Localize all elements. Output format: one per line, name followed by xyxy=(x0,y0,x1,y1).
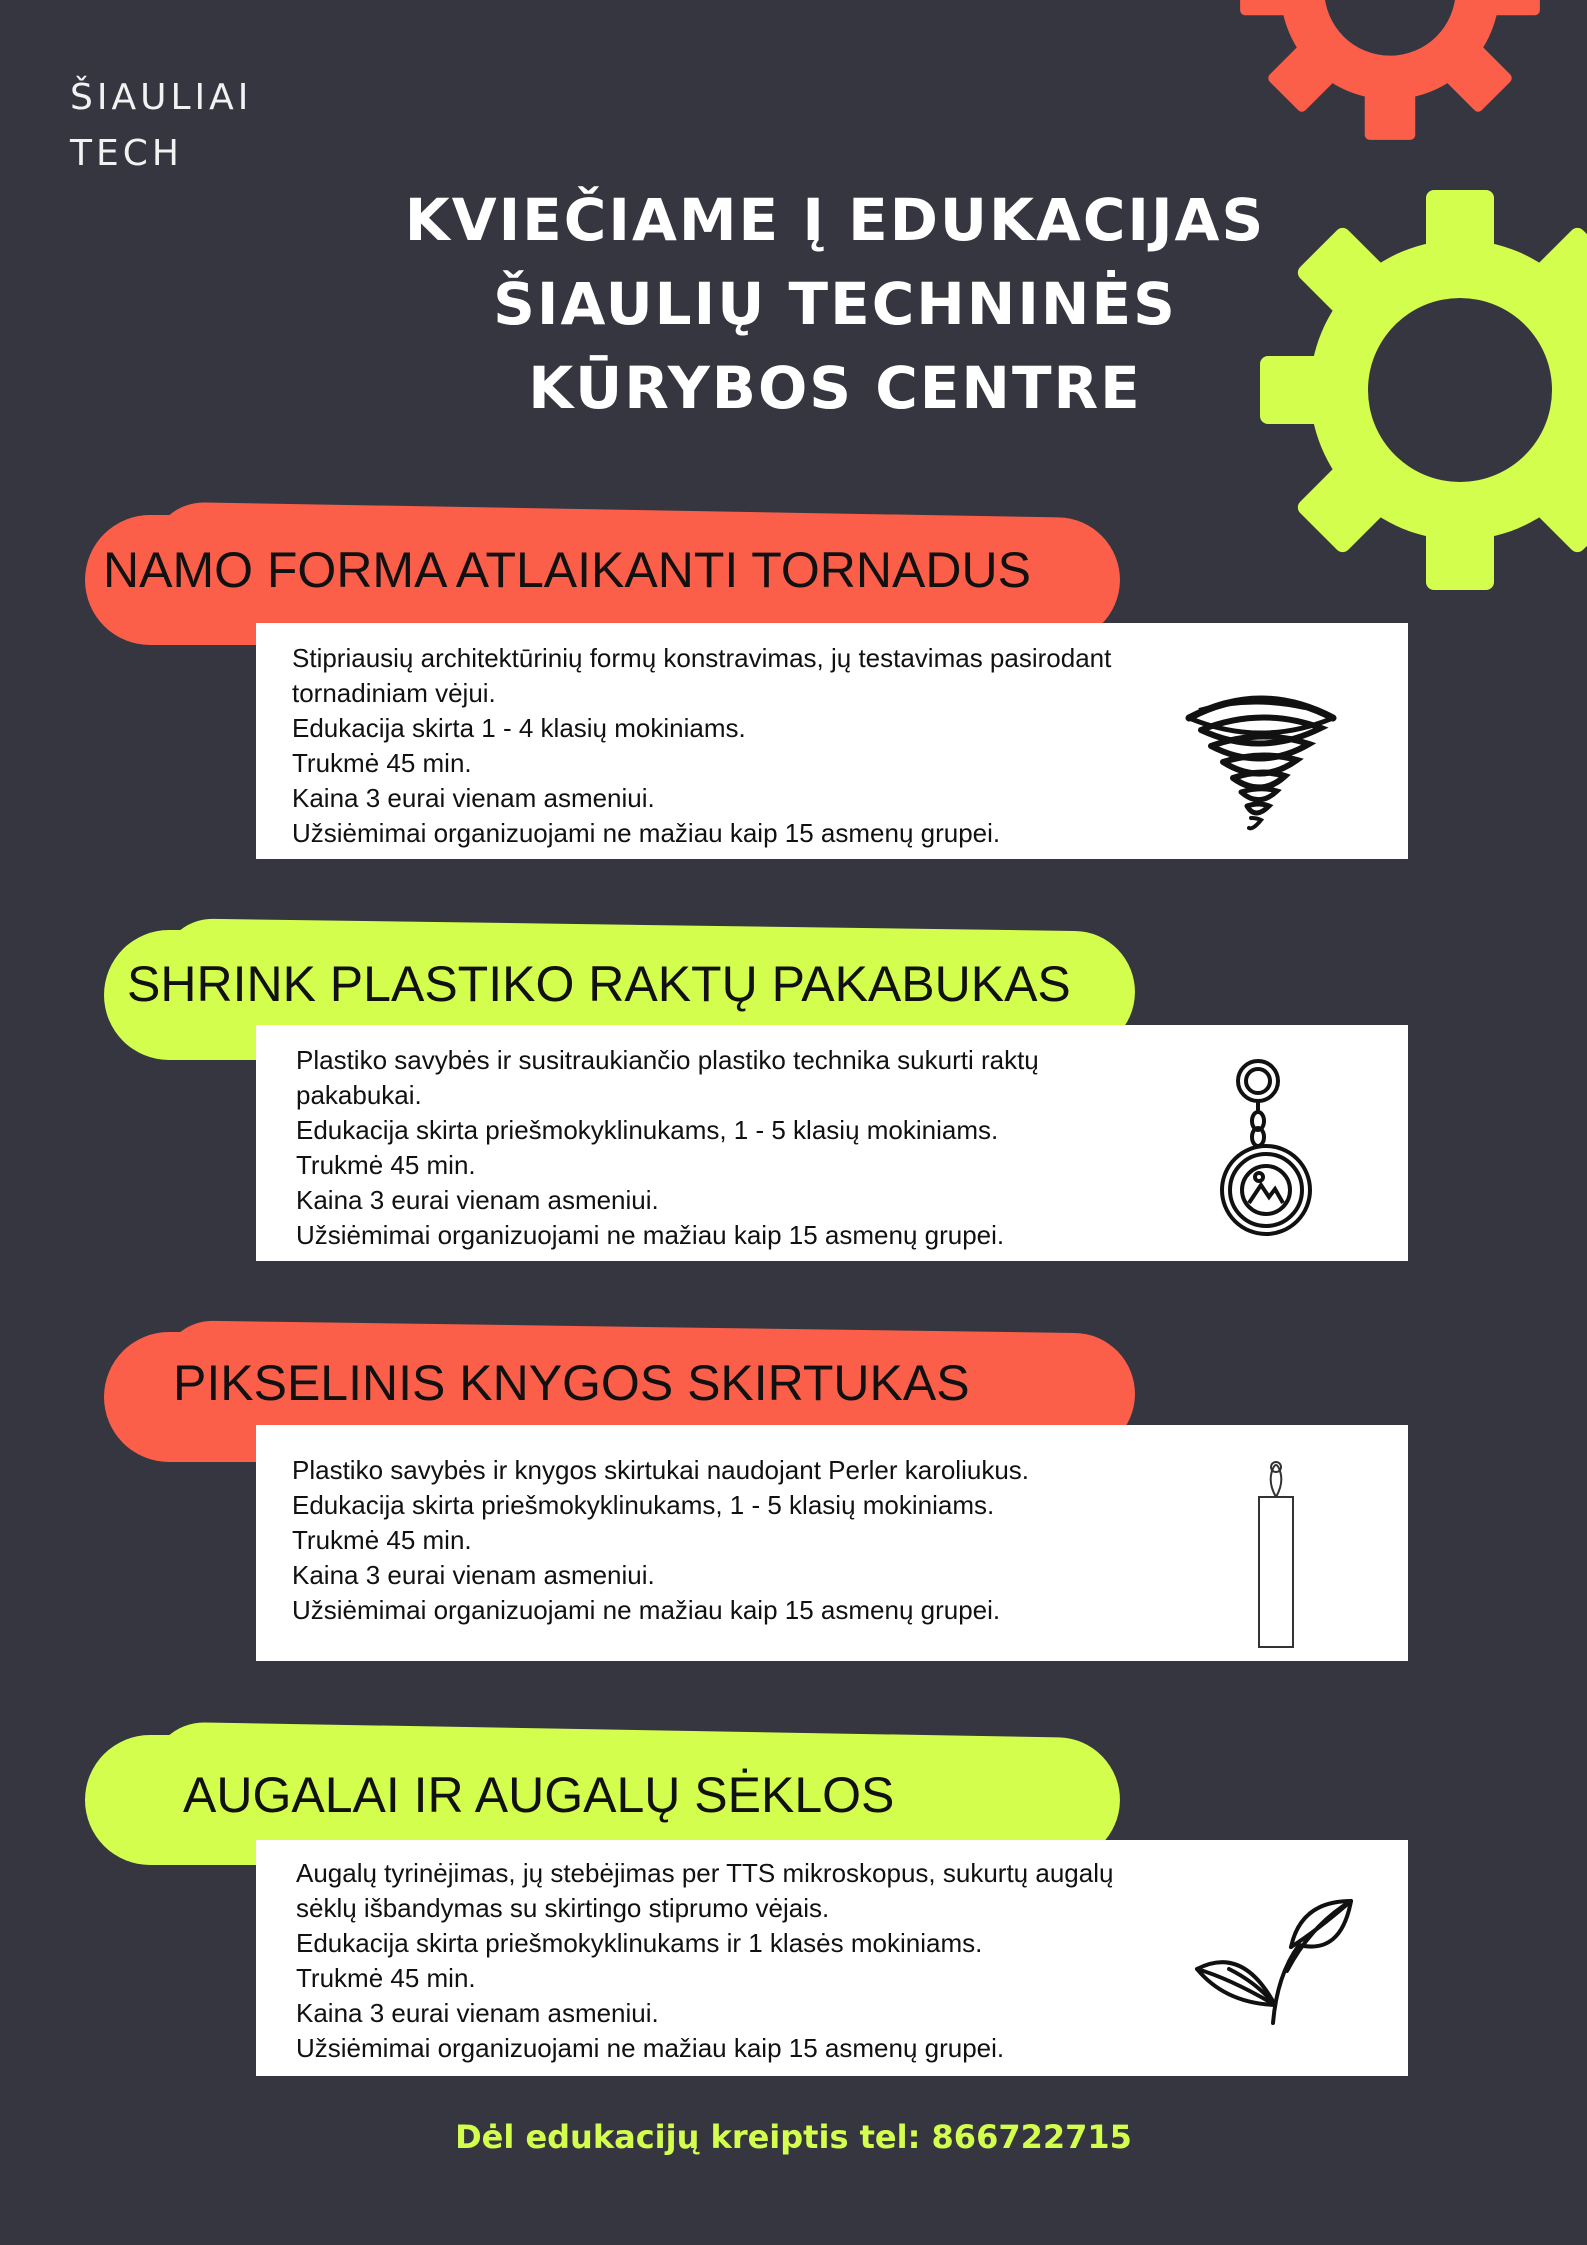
description-line: Plastiko savybės ir knygos skirtukai naudojant Perler karoliukus. xyxy=(292,1455,1030,1485)
contact-line: Dėl edukacijų kreiptis tel: 866722715 xyxy=(455,2118,1132,2156)
section-1-description xyxy=(292,641,1111,851)
title-line-3: KŪRYBOS CENTRE xyxy=(528,354,1142,422)
description-line: Užsiėmimai organizuojami ne mažiau kaip 15 asmenų grupei. xyxy=(296,2033,1005,2063)
tornado-icon xyxy=(1181,688,1341,833)
section-4-heading: AUGALAI IR AUGALŲ SĖKLOS xyxy=(183,1767,895,1823)
description-line: Kaina 3 eurai vienam asmeniui. xyxy=(296,1185,659,1215)
description-line: Trukmė 45 min. xyxy=(296,1963,476,1993)
section-4-description xyxy=(296,1856,1113,2066)
description-line: Augalų tyrinėjimas, jų stebėjimas per TTS mikroskopus, sukurtų augalų xyxy=(296,1858,1114,1888)
bookmark-icon xyxy=(1246,1453,1306,1653)
description-line: Kaina 3 eurai vienam asmeniui. xyxy=(292,783,655,813)
section-2-card xyxy=(256,1025,1408,1261)
description-line: Kaina 3 eurai vienam asmeniui. xyxy=(292,1560,655,1590)
title-line-2: ŠIAULIŲ TECHNINĖS xyxy=(493,270,1177,338)
section-3-heading: PIKSELINIS KNYGOS SKIRTUKAS xyxy=(173,1355,970,1411)
description-line: Edukacija skirta priešmokyklinukams, 1 - 5 klasių mokiniams. xyxy=(296,1115,999,1145)
page-title xyxy=(360,178,1310,430)
section-3-description xyxy=(292,1453,1029,1628)
section-4-card xyxy=(256,1840,1408,2076)
description-line: Užsiėmimai organizuojami ne mažiau kaip 15 asmenų grupei. xyxy=(292,818,1001,848)
brand-line-2: TECH xyxy=(70,133,183,174)
description-line: Trukmė 45 min. xyxy=(292,1525,472,1555)
section-2-heading: SHRINK PLASTIKO RAKTŲ PAKABUKAS xyxy=(127,956,1071,1012)
description-line: tornadiniam vėjui. xyxy=(292,678,496,708)
section-1-heading: NAMO FORMA ATLAIKANTI TORNADUS xyxy=(103,542,1031,598)
section-2-description xyxy=(296,1043,1039,1253)
description-line: Užsiėmimai organizuojami ne mažiau kaip 15 asmenų grupei. xyxy=(296,1220,1005,1250)
description-line: Trukmė 45 min. xyxy=(296,1150,476,1180)
brand-line-1: ŠIAULIAI xyxy=(70,77,253,118)
title-line-1: KVIEČIAME Į EDUKACIJAS xyxy=(404,186,1266,254)
description-line: Plastiko savybės ir susitraukiančio plastiko technika sukurti raktų xyxy=(296,1045,1039,1075)
description-line: Edukacija skirta priešmokyklinukams ir 1 klasės mokiniams. xyxy=(296,1928,983,1958)
description-line: Edukacija skirta priešmokyklinukams, 1 - 5 klasių mokiniams. xyxy=(292,1490,995,1520)
description-line: Kaina 3 eurai vienam asmeniui. xyxy=(296,1998,659,2028)
brand-logo xyxy=(70,70,252,182)
sprout-icon xyxy=(1191,1895,1356,2030)
description-line: pakabukai. xyxy=(296,1080,422,1110)
description-line: Edukacija skirta 1 - 4 klasių mokiniams. xyxy=(292,713,746,743)
section-3-card xyxy=(256,1425,1408,1661)
description-line: Stipriausių architektūrinių formų konstravimas, jų testavimas pasirodant xyxy=(292,643,1112,673)
description-line: sėklų išbandymas su skirtingo stiprumo vėjais. xyxy=(296,1893,830,1923)
red-gear-icon xyxy=(1200,0,1580,150)
description-line: Užsiėmimai organizuojami ne mažiau kaip 15 asmenų grupei. xyxy=(292,1595,1001,1625)
section-1-card xyxy=(256,623,1408,859)
description-line: Trukmė 45 min. xyxy=(292,748,472,778)
keychain-icon xyxy=(1211,1055,1321,1250)
